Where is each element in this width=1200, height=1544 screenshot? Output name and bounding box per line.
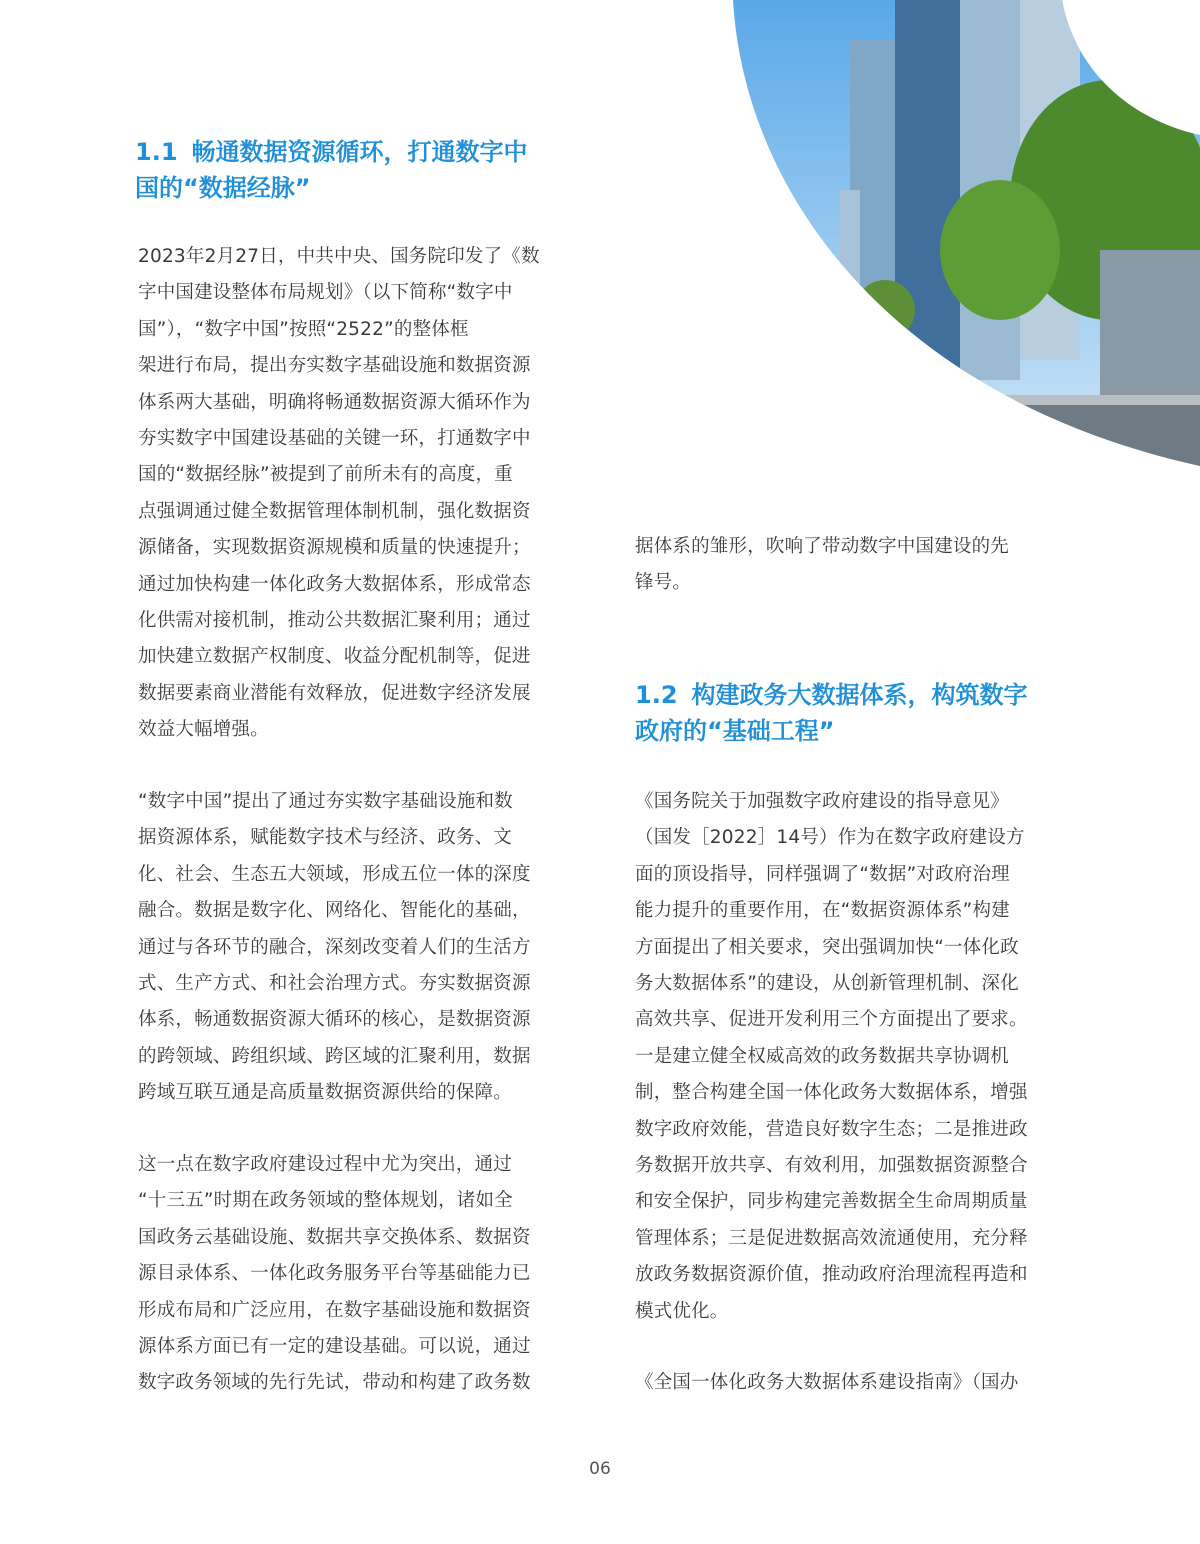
text-line: 数字政务领域的先行先试，带动和构建了政务数 [138,1372,531,1394]
text-line: 形成布局和广泛应用，在数字基础设施和数据资 [138,1299,531,1321]
section-title-line: 国的“数据经脉” [135,174,311,202]
text-line: 融合。数据是数字化、网络化、智能化的基础， [138,900,531,922]
paragraph [138,1147,568,1402]
text-line: 和安全保护，同步构建完善数据全生命周期质量 [635,1191,1028,1213]
section-title-line: 政府的“基础工程” [635,717,835,745]
text-line: 源体系方面已有一定的建设基础。可以说，通过 [138,1336,531,1358]
text-line: 模式优化。 [635,1300,729,1322]
text-line: 《国务院关于加强数字政府建设的指导意见》 [635,791,1010,812]
text-line: 源目录体系、一体化政务服务平台等基础能力已 [138,1263,531,1285]
page-number: 06 [589,1459,611,1479]
text-line: 国的“数据经脉”被提到了前所未有的高度，重 [138,464,513,486]
paragraph [635,784,1065,1330]
paragraph [138,784,568,1112]
text-line: 数据要素商业潜能有效释放，促进数字经济发展 [138,682,531,704]
text-line: 锋号。 [635,572,692,594]
section-number: 1.2 [635,681,678,709]
text-line: 架进行布局，提出夯实数字基础设施和数据资源 [138,355,531,377]
text-line: 点强调通过健全数据管理体制机制，强化数据资 [138,500,531,522]
text-line: 制，整合构建全国一体化政务大数据体系，增强 [635,1082,1028,1104]
text-line: 放政务数据资源价值，推动政府治理流程再造和 [635,1264,1028,1286]
paragraph [138,239,568,749]
text-line: “数字中国”提出了通过夯实数字基础设施和数 [138,791,513,812]
text-line: 高效共享、促进开发利用三个方面提出了要求。 [635,1009,1028,1031]
text-line: 《全国一体化政务大数据体系建设指南》（国办 [635,1372,1019,1393]
text-line: 体系两大基础，明确将畅通数据资源大循环作为 [138,391,531,413]
text-line: 据资源体系，赋能数字技术与经济、政务、文 [138,827,513,849]
text-line: 一是建立健全权威高效的政务数据共享协调机 [635,1045,1010,1067]
text-line: 夯实数字中国建设基础的关键一环，打通数字中 [138,428,531,450]
text-line: 的跨领域、跨组织域、跨区域的汇聚利用，数据 [138,1045,531,1067]
paragraph [635,1365,1065,1401]
text-line: 国政务云基础设施、数据共享交换体系、数据资 [138,1226,531,1248]
text-line: 据体系的雏形，吹响了带动数字中国建设的先 [635,536,1010,557]
text-line: 效益大幅增强。 [138,719,269,741]
text-line: 通过加快构建一体化政务大数据体系，形成常态 [138,573,531,595]
text-line: “十三五”时期在政务领域的整体规划，诸如全 [138,1190,513,1212]
text-line: 跨域互联互通是高质量数据资源供给的保障。 [138,1082,513,1104]
text-line: 式、生产方式、和社会治理方式。夯实数据资源 [138,973,531,995]
section-title-line: 构建政务大数据体系，构筑数字 [691,681,1028,709]
text-line: 化、社会、生态五大领域，形成五位一体的深度 [138,863,531,885]
text-line: （国发［2022］14号）作为在数字政府建设方 [635,827,1025,849]
text-line: 国”），“数字中国”按照“2522”的整体框 [138,318,469,340]
text-line: 2023年2月27日，中共中央、国务院印发了《数 [138,246,540,267]
text-line: 加快建立数据产权制度、收益分配机制等，促进 [138,646,531,668]
text-line: 通过与各环节的融合，深刻改变着人们的生活方 [138,936,531,958]
section-number: 1.1 [135,138,178,166]
section-heading-1-2 [635,677,1028,749]
text-line: 管理体系；三是促进数据高效流通使用，充分释 [635,1227,1028,1249]
text-line: 能力提升的重要作用，在“数据资源体系”构建 [635,900,1010,922]
text-line: 面的顶设指导，同样强调了“数据”对政府治理 [635,863,1010,885]
section-heading-1-1 [135,134,528,206]
text-line: 字中国建设整体布局规划》（以下简称“数字中 [138,282,513,304]
text-line: 源储备，实现数据资源规模和质量的快速提升； [138,537,531,559]
text-line: 数字政府效能，营造良好数字生态；二是推进政 [635,1118,1028,1140]
paragraph-continuation [635,529,1065,602]
text-line: 这一点在数字政府建设过程中尤为突出，通过 [138,1154,513,1175]
text-line: 体系，畅通数据资源大循环的核心，是数据资源 [138,1009,531,1031]
text-line: 务大数据体系”的建设，从创新管理机制、深化 [635,973,1019,995]
text-line: 化供需对接机制，推动公共数据汇聚利用；通过 [138,610,531,632]
section-title-line: 畅通数据资源循环，打通数字中 [191,138,528,166]
text-line: 务数据开放共享、有效利用，加强数据资源整合 [635,1155,1028,1177]
text-line: 方面提出了相关要求，突出强调加快“一体化政 [635,936,1019,958]
